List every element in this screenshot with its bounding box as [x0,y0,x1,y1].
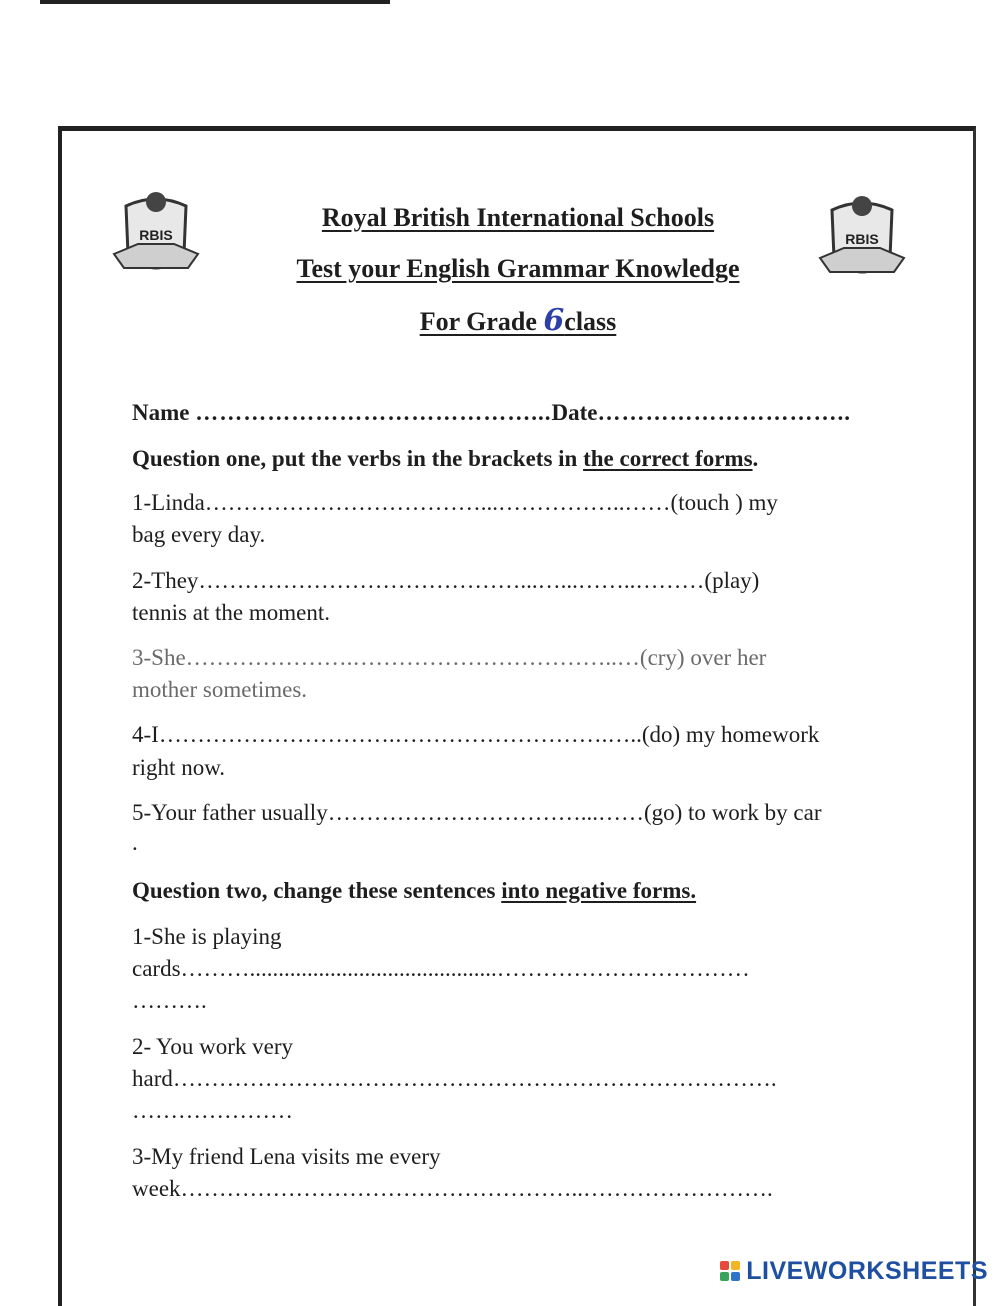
q2-item-1-line3[interactable]: ………. [132,988,207,1013]
q1-item-3-line1[interactable]: 3-She………………….……………………………..…(cry) over her [132,645,767,670]
name-answer-field[interactable]: ……………………………………... [195,400,552,425]
top-edge-rule [40,0,390,4]
question-two-emphasis: into negative forms. [501,878,697,903]
liveworksheets-logo [720,1256,988,1286]
q2-item-2-line1: 2- You work very [132,1034,293,1059]
q1-item-4-line1[interactable]: 4-I………………………….……………………….…..(do) my homework [132,722,820,747]
name-date-row [132,396,902,429]
q1-item-1-line2: bag every day. [132,522,266,547]
q2-item-1-line2[interactable]: cards………...........................................…………………………… [132,956,750,981]
q2-item-2-line3[interactable]: ………………… [132,1098,293,1123]
date-label: Date [551,400,598,425]
question-one-heading [132,442,902,475]
grade-suffix: class [564,307,617,336]
q1-item-4-line2: right now. [132,755,226,780]
question-two-intro: Question two, change these sentences [132,878,502,903]
liveworksheets-logo-icon [720,1261,740,1281]
name-label: Name [132,400,190,425]
crest-label-right: RBIS [845,231,879,247]
q1-item-5-line2: . [132,830,138,855]
date-answer-field[interactable]: ………………………….. [597,400,851,425]
crest-label-left: RBIS [139,227,173,243]
q1-item-3-line2: mother sometimes. [132,677,308,702]
q2-item-3-line2[interactable]: week……………………………………………..……………………. [132,1176,773,1201]
grade-number: 6 [543,303,565,338]
school-name: Royal British International Schools [321,203,715,232]
q1-item-2-line1[interactable]: 2-They……………………………………...…...……..………(play) [132,568,760,593]
question-one-intro: Question one, put the verbs in the brackets in [132,446,584,471]
liveworksheets-wordmark: LIVEWORKSHEETS [746,1256,988,1285]
question-one-end: . [752,446,759,471]
question-two-heading [132,874,902,907]
q2-item-3-line1: 3-My friend Lena visits me every [132,1144,441,1169]
q2-item-2-line2[interactable]: hard……………………………………………………………………. [132,1066,777,1091]
q1-item-1-line1[interactable]: 1-Linda………………………………...……………..……(touch ) my [132,490,778,515]
q2-item-1-line1: 1-She is playing [132,924,282,949]
q1-item-2-line2: tennis at the moment. [132,600,331,625]
grade-heading [18,303,1000,338]
test-title: Test your English Grammar Knowledge [296,254,740,283]
question-one-emphasis: the correct forms [583,446,753,471]
grade-prefix: For Grade [419,307,544,336]
q1-item-5-line1[interactable]: 5-Your father usually……………………………...……(go) to work by car [132,800,822,825]
